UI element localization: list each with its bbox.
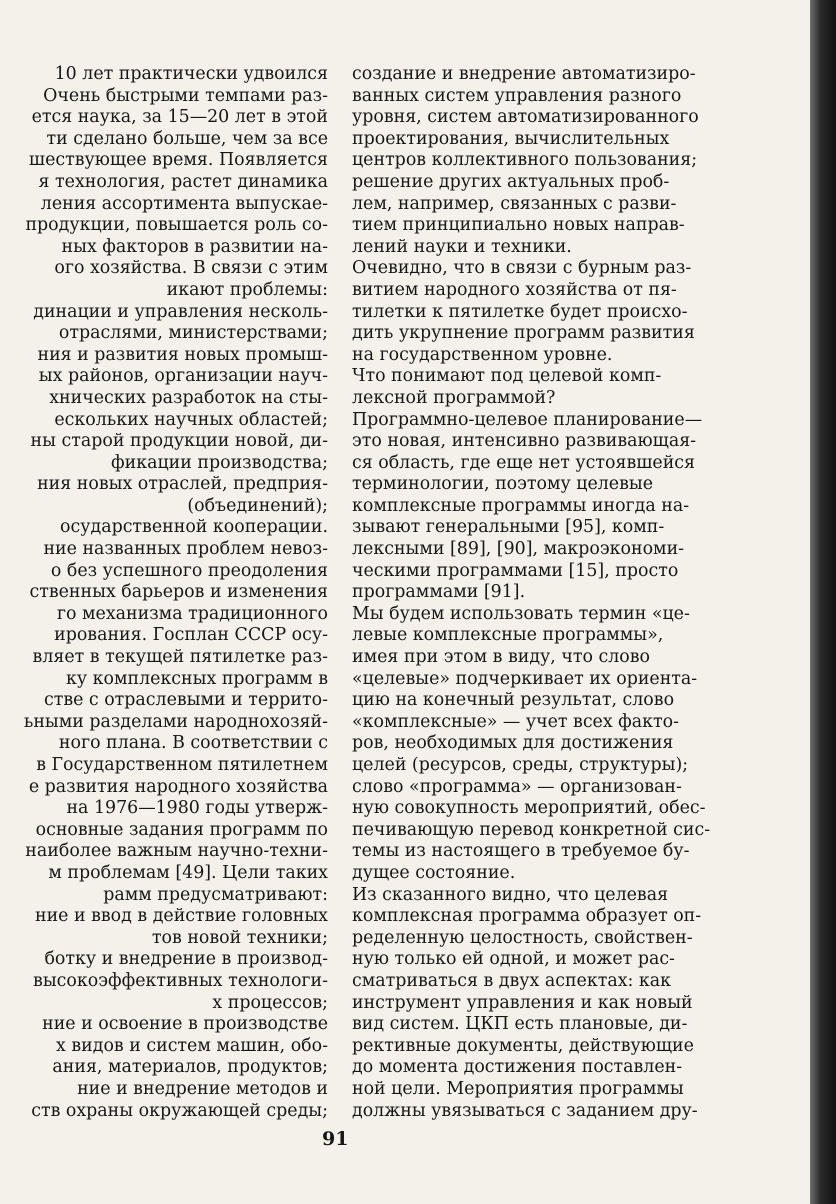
text-line: ств охраны окружающей среды; [31, 1100, 328, 1121]
right-text-column [352, 64, 742, 1122]
text-line: х процессов; [212, 992, 328, 1013]
page-number: 91 [322, 1128, 349, 1150]
text-line: ную совокупность мероприятий, обес- [352, 798, 706, 819]
text-line: это новая, интенсивно развивающая- [352, 431, 697, 452]
text-line: сматриваться в двух аспектах: как [352, 970, 672, 991]
text-line: проектирования, вычислительных [352, 128, 670, 149]
text-line: ния и развития новых промыш- [37, 344, 328, 365]
text-line: ного плана. В соответствии с [58, 733, 328, 754]
text-line: лений науки и техники. [352, 236, 572, 257]
text-line: я технология, растет динамика [38, 171, 328, 192]
text-line: ти сделано больше, чем за все [46, 128, 328, 149]
text-line: инструмент управления и как новый [352, 992, 693, 1013]
text-line: ческими программами [15], просто [352, 560, 679, 581]
text-line: шествующее время. Появляется [28, 150, 328, 171]
text-line: ния новых отраслей, предприя- [37, 474, 328, 495]
text-line: рективные документы, действующие [352, 1035, 694, 1056]
text-line: Что понимают под целевой комп- [352, 366, 662, 387]
text-line: ку комплексных программ в [66, 668, 328, 689]
text-line: на 1976—1980 годы утверж- [66, 798, 328, 819]
text-line: программами [91]. [352, 582, 526, 603]
text-line: тов новой техники; [151, 927, 328, 948]
text-line: печивающую перевод конкретной сис- [352, 819, 711, 840]
text-line: ся область, где еще нет устоявшейся [352, 452, 696, 473]
text-line: рамм предусматривают: [103, 884, 328, 905]
text-line: ьными разделами народнохозяй- [23, 711, 328, 732]
text-line: слово «программа» — организован- [352, 776, 682, 797]
text-line: ны старой продукции новой, ди- [30, 431, 328, 452]
text-line: должны увязываться с заданием дру- [352, 1100, 698, 1121]
text-line: ирования. Госплан СССР осу- [54, 625, 328, 646]
text-line: темы из настоящего в требуемое бу- [352, 841, 690, 862]
text-line: тилетки к пятилетке будет происхо- [352, 301, 688, 322]
text-line: вляет в текущей пятилетке раз- [32, 647, 328, 668]
text-line: ных факторов в развитии на- [61, 236, 328, 257]
text-line: имея при этом в виду, что слово [352, 647, 650, 668]
text-line: ления ассортимента выпускае- [40, 193, 328, 214]
text-line: дить укрупнение программ развития [352, 323, 695, 344]
text-line: комплексные программы иногда на- [352, 495, 690, 516]
text-line: хнических разработок на сты- [49, 387, 328, 408]
text-line: ние названных проблем невоз- [43, 539, 328, 560]
text-line: целей (ресурсов, среды, структуры); [352, 755, 689, 775]
text-line: лем, например, связанных с разви- [352, 193, 677, 214]
text-line: го механизма традиционного [56, 603, 328, 624]
text-line: х видов и систем машин, обо- [56, 1035, 328, 1056]
text-line: ется наука, за 15—20 лет в этой [31, 107, 328, 128]
text-line: ескольких научных областей; [54, 409, 328, 430]
text-line: ботку и внедрение в производ- [44, 949, 328, 970]
text-line: наиболее важным научно-техни- [25, 841, 328, 862]
text-line: левые комплексные программы», [352, 625, 664, 646]
text-line: основные задания программ по [35, 819, 328, 840]
text-line: Программно-целевое планирование— [352, 409, 703, 430]
text-line: в Государственном пятилетнем [36, 755, 328, 775]
text-line: «целевые» подчеркивает их ориента- [352, 668, 698, 689]
text-line: отраслями, министерствами; [58, 323, 328, 344]
text-line: цию на конечный результат, слово [352, 690, 675, 711]
text-line: ственных барьеров и изменения [29, 582, 328, 603]
text-line: вид систем. ЦКП есть плановые, ди- [352, 1014, 688, 1035]
text-line: 10 лет практически удвоился [54, 64, 328, 84]
text-line: на государственном уровне. [352, 344, 613, 365]
text-line: ределенную целостность, свойствен- [352, 927, 693, 948]
text-line: до момента достижения поставлен- [352, 1057, 683, 1078]
text-line: ние и ввод в действие головных [34, 906, 328, 927]
text-line: ванных систем управления разного [352, 85, 682, 106]
text-line: м проблемам [49]. Цели таких [48, 862, 328, 883]
text-line: центров коллективного пользования; [352, 150, 698, 171]
text-line: стве с отраслевыми и террито- [43, 690, 328, 711]
text-line: лексными [89], [90], макроэкономи- [352, 539, 685, 560]
text-line: продукции, повышается роль со- [25, 215, 328, 236]
text-line: Очень быстрыми темпами раз- [43, 85, 328, 106]
text-line: тием принципиально новых направ- [352, 215, 685, 236]
text-line: осударственной кооперации. [60, 517, 328, 538]
text-line: ания, материалов, продуктов; [52, 1057, 328, 1078]
text-line: Очевидно, что в связи с бурным раз- [352, 258, 692, 279]
text-line: дущее состояние. [352, 862, 516, 883]
text-line: «комплексные» — учет всех факто- [352, 711, 679, 732]
text-line: (объединений); [187, 495, 328, 516]
text-line: ого хозяйства. В связи с этим [54, 258, 328, 279]
page-binding-shadow [810, 0, 836, 1204]
text-line: ров, необходимых для достижения [352, 733, 674, 754]
text-line: е развития народного хозяйства [28, 776, 328, 797]
text-line: Из сказанного видно, что целевая [352, 884, 669, 905]
text-line: создание и внедрение автоматизиро- [352, 64, 696, 84]
text-line: ной цели. Мероприятия программы [352, 1078, 684, 1099]
left-text-column [0, 64, 328, 1122]
text-line: решение других актуальных проб- [352, 171, 670, 192]
text-line: уровня, систем автоматизированного [352, 107, 699, 128]
text-line: динации и управления несколь- [33, 301, 328, 322]
text-line: о без успешного преодоления [50, 560, 328, 581]
text-line: комплексная программа образует оп- [352, 906, 702, 927]
text-line: зывают генеральными [95], комп- [352, 517, 665, 538]
text-line: лексной программой? [352, 387, 556, 408]
text-line: Мы будем использовать термин «це- [352, 603, 690, 624]
text-line: витием народного хозяйства от пя- [352, 279, 677, 300]
text-line: икают проблемы: [166, 279, 328, 300]
text-line: ние и внедрение методов и [77, 1078, 328, 1099]
text-line: ых районов, организации науч- [38, 366, 328, 387]
text-line: терминологии, поэтому целевые [352, 474, 654, 495]
text-line: ную только ей одной, и может рас- [352, 949, 675, 970]
text-line: ние и освоение в производстве [42, 1014, 328, 1035]
text-line: высокоэффективных технологи- [33, 970, 328, 991]
text-line: фикации производства; [111, 452, 328, 473]
